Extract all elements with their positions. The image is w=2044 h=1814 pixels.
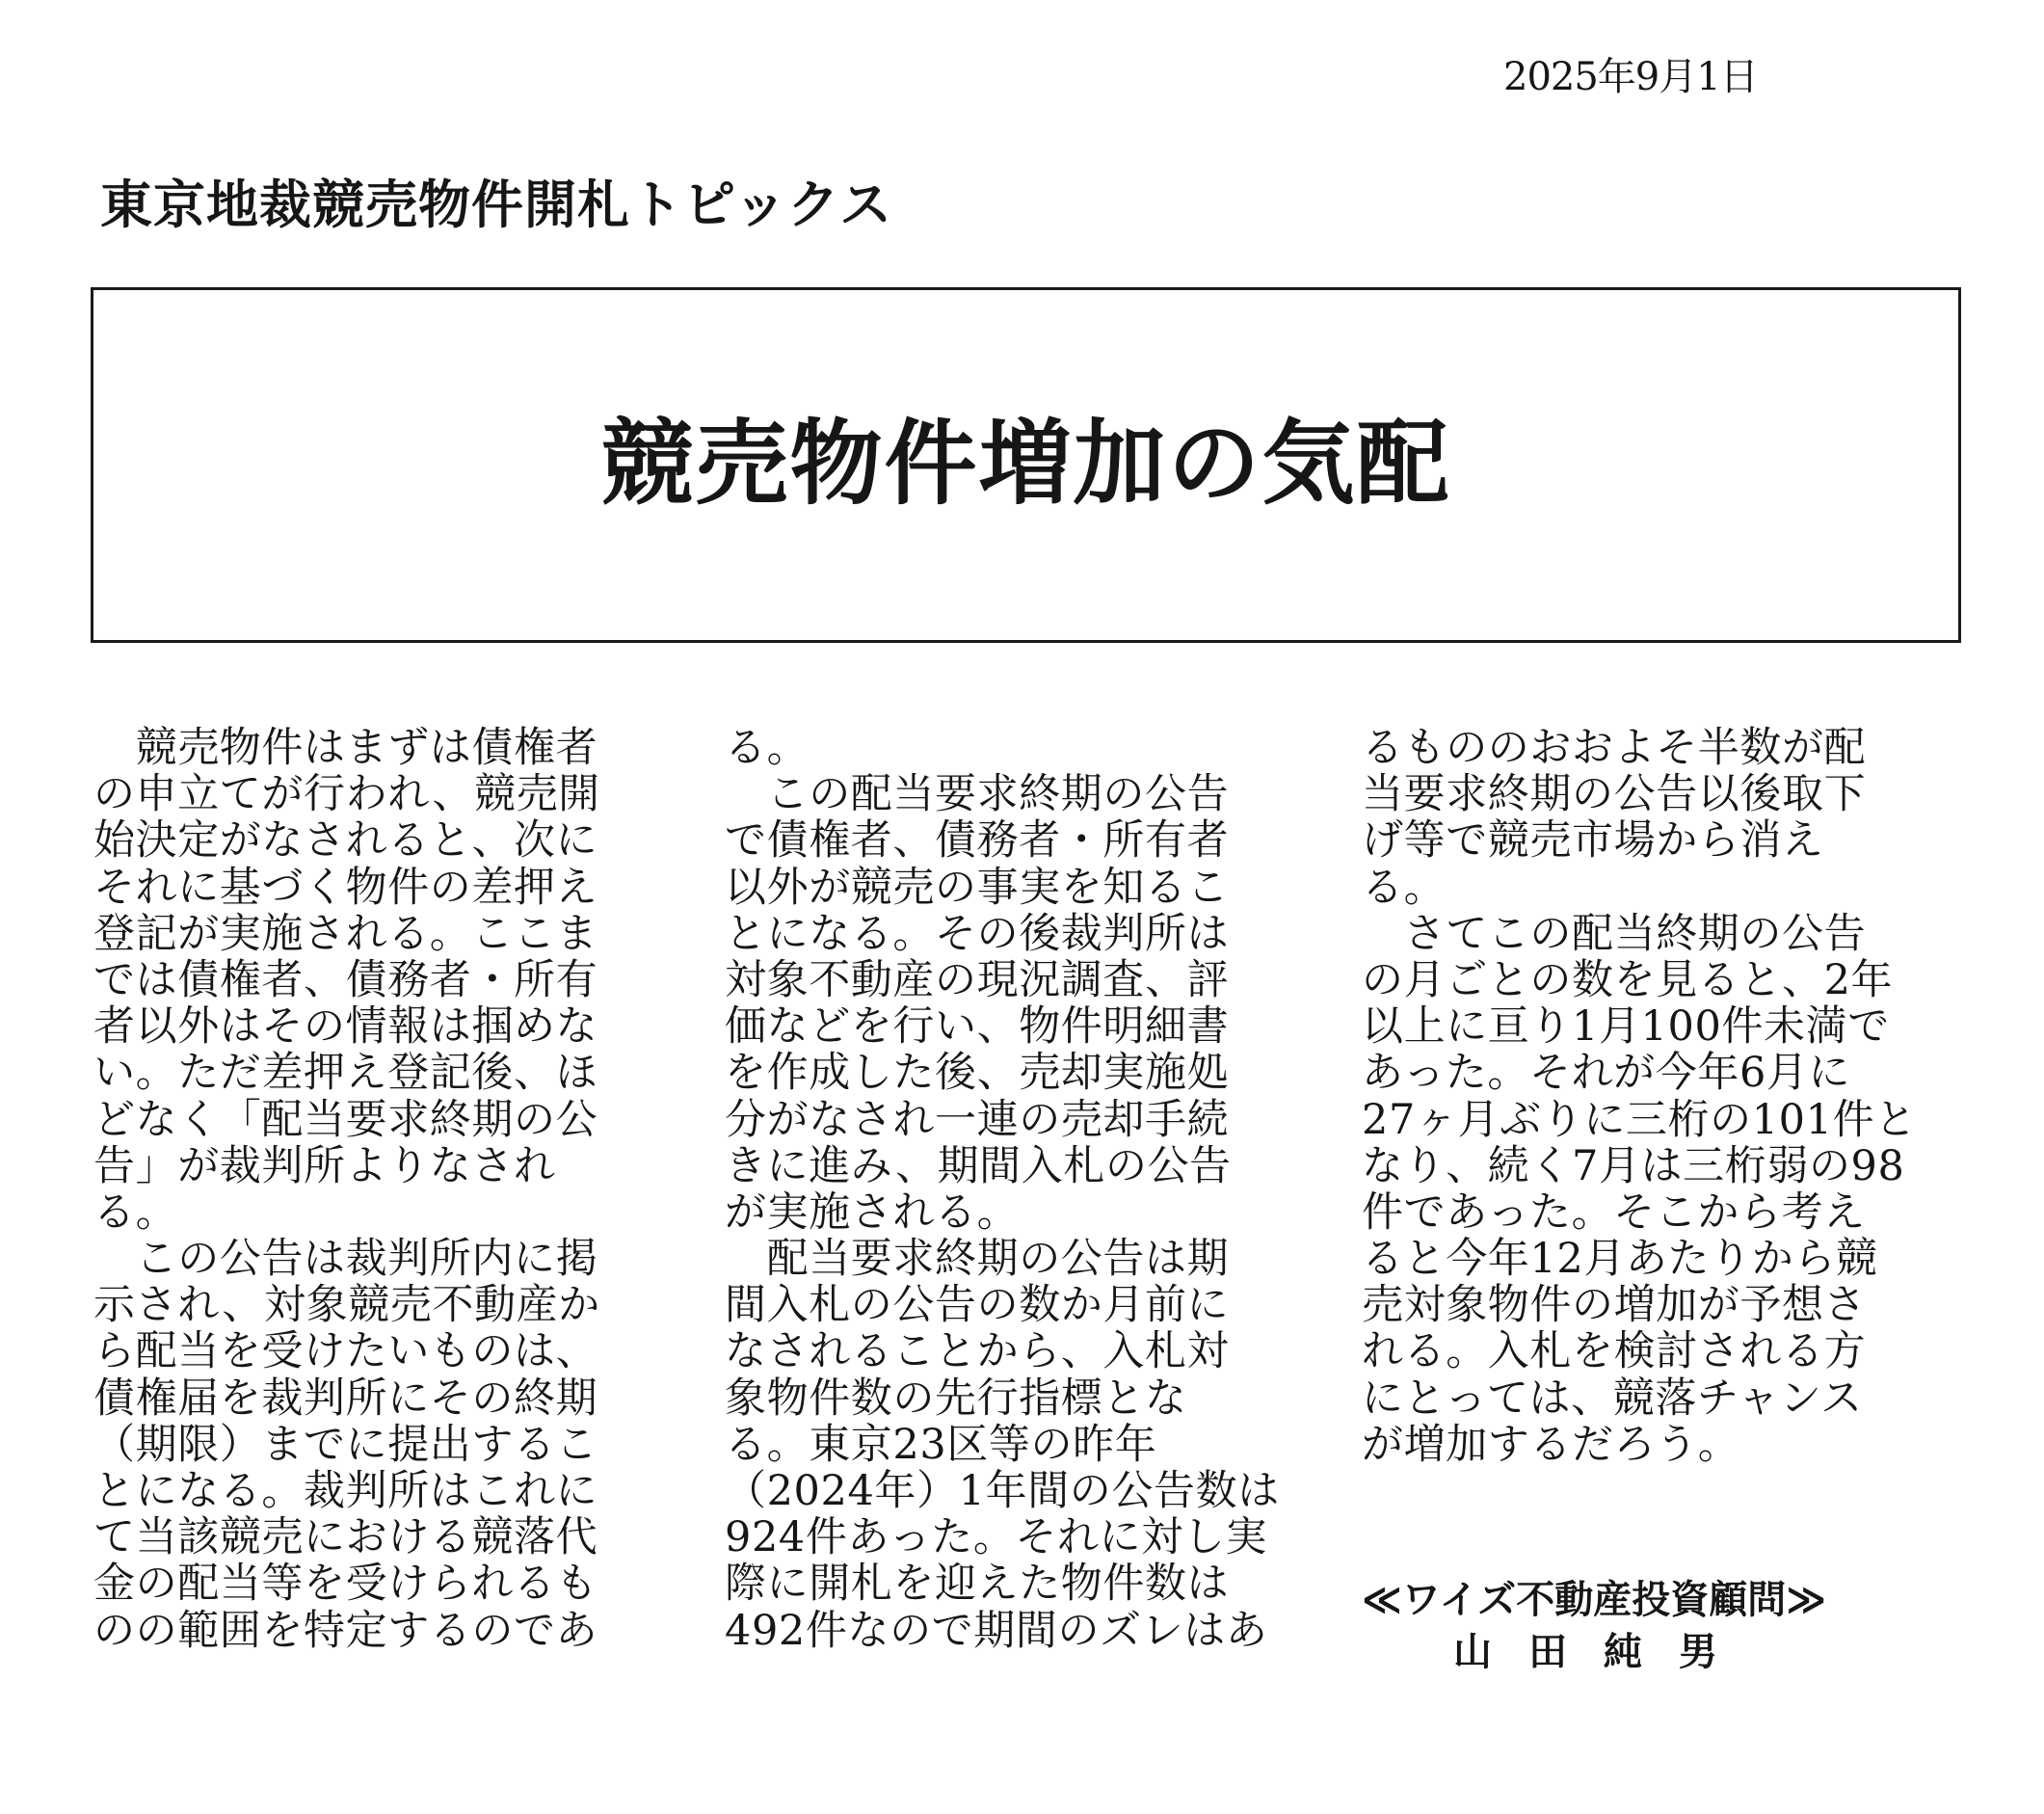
column-text-line: とになる。その後裁判所は xyxy=(725,909,1230,958)
column-text-line: 以外が競売の事実を知るこ xyxy=(725,863,1230,912)
column-text-line: それに基づく物件の差押え xyxy=(93,863,598,912)
column-text-line: 対象不動産の現況調査、評 xyxy=(725,955,1230,1004)
headline-box xyxy=(91,287,1961,643)
column-text-line: 始決定がなされると、次に xyxy=(93,816,598,866)
column-text-line: さてこの配当終期の公告 xyxy=(1362,909,1867,958)
column-text-line: の月ごとの数を見ると、2年 xyxy=(1362,955,1894,1004)
column-text-line: を作成した後、売却実施処 xyxy=(725,1049,1230,1098)
issue-date: 2025年9月1日 xyxy=(1503,55,1758,99)
column-text-line: どなく「配当要求終期の公 xyxy=(93,1095,598,1144)
column-text-line: 分がなされ一連の売却手続 xyxy=(725,1095,1230,1144)
column-text-line: 象物件数の先行指標とな xyxy=(725,1374,1187,1423)
column-text-line: ると今年12月あたりから競 xyxy=(1362,1235,1878,1284)
column-text-line: にとっては、競落チャンス xyxy=(1362,1374,1863,1423)
column-text-line: て当該競売における競落代 xyxy=(93,1513,598,1562)
column-text-line: なり、続く7月は三桁弱の98 xyxy=(1362,1141,1905,1190)
column-text-line: なされることから、入札対 xyxy=(725,1327,1230,1376)
column-text-line: 924件あった。それに対し実 xyxy=(725,1513,1268,1562)
column-text-line: 27ヶ月ぶりに三桁の101件と xyxy=(1362,1095,1917,1144)
column-text-line: 件であった。そこから考え xyxy=(1362,1187,1866,1237)
column-text-line: のの範囲を特定するのであ xyxy=(93,1606,598,1655)
article-headline: 競売物件増加の気配 xyxy=(600,408,1451,518)
column-text-line: が実施される。 xyxy=(725,1187,1020,1237)
column-text-line: 金の配当等を受けられるも xyxy=(93,1560,598,1609)
article-column-1 xyxy=(93,725,672,1654)
column-text-line: （2024年）1年間の公告数は xyxy=(725,1467,1280,1515)
column-text-line: （期限）までに提出するこ xyxy=(93,1420,598,1469)
column-text-line: る。 xyxy=(1362,863,1447,912)
column-text-line: この配当要求終期の公告 xyxy=(725,770,1230,819)
column-text-line: るもののおおよそ半数が配 xyxy=(1362,724,1867,772)
column-text-line: 示され、対象競売不動産か xyxy=(93,1281,600,1330)
column-text-line: る。東京23区等の昨年 xyxy=(725,1420,1157,1469)
column-text-line: 当要求終期の公告以後取下 xyxy=(1362,770,1867,819)
column-text-line: 間入札の公告の数か月前に xyxy=(725,1281,1230,1330)
column-text-line: れる。入札を検討される方 xyxy=(1362,1327,1867,1376)
column-text-line: 492件なので期間のズレはあ xyxy=(725,1606,1268,1655)
signature-author-name: 山田純男 xyxy=(1453,1630,1754,1674)
column-text-line: 競売物件はまずは債権者 xyxy=(93,724,598,772)
column-text-line: 者以外はその情報は掴めな xyxy=(93,1002,598,1052)
column-text-line: の申立てが行われ、競売開 xyxy=(93,770,600,819)
column-text-line: げ等で競売市場から消え xyxy=(1362,816,1824,866)
column-text-line: 価などを行い、物件明細書 xyxy=(725,1002,1230,1052)
column-text-line: 告」が裁判所よりなされ xyxy=(93,1141,556,1190)
column-text-line: とになる。裁判所はこれに xyxy=(93,1467,598,1515)
column-text-line: い。ただ差押え登記後、ほ xyxy=(93,1049,598,1098)
column-text-line: が増加するだろう。 xyxy=(1362,1420,1740,1469)
column-text-line: 登記が実施される。ここま xyxy=(93,909,598,958)
column-text-line: では債権者、債務者・所有 xyxy=(93,955,598,1004)
column-text-line: きに進み、期間入札の公告 xyxy=(725,1141,1232,1190)
column-text-line: で債権者、債務者・所有者 xyxy=(725,816,1230,866)
signature-organization: ≪ワイズ不動産投資顧問≫ xyxy=(1362,1578,1827,1622)
column-text-line: 売対象物件の増加が予想さ xyxy=(1362,1281,1867,1330)
series-title: 東京地裁競売物件開札トピックス xyxy=(100,174,893,235)
column-text-line: る。 xyxy=(725,724,810,772)
column-text-line: あった。それが今年6月に xyxy=(1362,1049,1851,1098)
column-text-line: ら配当を受けたいものは、 xyxy=(93,1327,598,1376)
column-text-line: 以上に亘り1月100件未満で xyxy=(1362,1002,1890,1052)
column-text-line: この公告は裁判所内に掲 xyxy=(93,1235,598,1284)
column-text-line: 債権届を裁判所にその終期 xyxy=(93,1374,598,1423)
article-column-2 xyxy=(725,725,1303,1654)
column-text-line: 際に開札を迎えた物件数は xyxy=(725,1560,1230,1609)
article-column-3 xyxy=(1362,725,1940,1468)
column-text-line: る。 xyxy=(93,1187,178,1237)
column-text-line: 配当要求終期の公告は期 xyxy=(725,1235,1230,1284)
